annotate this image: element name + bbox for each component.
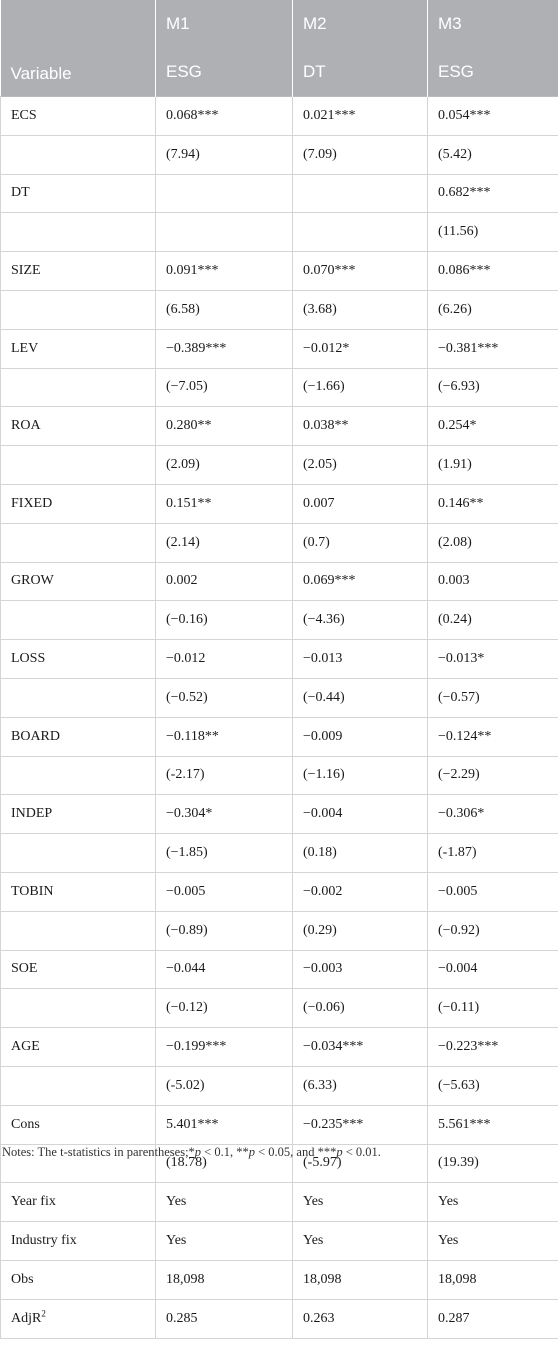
empty-cell [1, 446, 156, 485]
footer-value: Yes [156, 1183, 293, 1222]
footer-value: 0.285 [156, 1299, 293, 1338]
empty-cell [1, 678, 156, 717]
table-row [1, 911, 558, 950]
t-statistic-cell: (−5.63) [428, 1066, 558, 1105]
variable-name: FIXED [1, 484, 156, 523]
footer-value: 18,098 [156, 1260, 293, 1299]
table-row [1, 834, 558, 873]
header-dep-m1: ESG [156, 48, 293, 97]
table-note [2, 1145, 381, 1160]
table-row [1, 1028, 558, 1067]
table-row [1, 1183, 558, 1222]
t-statistic-cell: (−1.85) [156, 834, 293, 873]
t-statistic-cell: (19.39) [428, 1144, 558, 1183]
variable-name: ROA [1, 407, 156, 446]
t-statistic-cell [156, 213, 293, 252]
coefficient-cell: 0.091*** [156, 252, 293, 291]
coefficient-cell: 0.003 [428, 562, 558, 601]
coefficient-cell: −0.012* [293, 329, 428, 368]
variable-name: GROW [1, 562, 156, 601]
t-statistic-cell: (5.42) [428, 135, 558, 174]
table-row [1, 1066, 558, 1105]
header-variable: Variable [1, 0, 156, 97]
t-statistic-cell: (−6.93) [428, 368, 558, 407]
variable-name: Cons [1, 1105, 156, 1144]
table-row [1, 989, 558, 1028]
coefficient-cell: 0.038** [293, 407, 428, 446]
t-statistic-cell: (−0.92) [428, 911, 558, 950]
footer-label-text: AdjR [11, 1310, 42, 1326]
coefficient-cell: −0.306* [428, 795, 558, 834]
t-statistic-cell: (−0.44) [293, 678, 428, 717]
t-statistic-cell: (−0.06) [293, 989, 428, 1028]
table-row [1, 640, 558, 679]
empty-cell [1, 290, 156, 329]
table-row [1, 523, 558, 562]
note-p3: p [336, 1145, 343, 1159]
variable-name: ECS [1, 97, 156, 136]
footer-value: Yes [428, 1222, 558, 1261]
note-prefix: Notes: The t-statistics in parentheses;* [2, 1145, 195, 1159]
empty-cell [1, 523, 156, 562]
note-t1: < 0.1, ** [201, 1145, 249, 1159]
coefficient-cell: −0.013* [428, 640, 558, 679]
coefficient-cell: 0.069*** [293, 562, 428, 601]
note-p1: p [194, 1145, 202, 1159]
coefficient-cell: −0.199*** [156, 1028, 293, 1067]
table-row [1, 213, 558, 252]
t-statistic-cell: (−1.16) [293, 756, 428, 795]
footer-value: 18,098 [293, 1260, 428, 1299]
footer-value: Yes [293, 1183, 428, 1222]
coefficient-cell: 0.146** [428, 484, 558, 523]
empty-cell [1, 601, 156, 640]
coefficient-cell: 5.401*** [156, 1105, 293, 1144]
variable-name: SOE [1, 950, 156, 989]
header-model-m3: M3 [428, 0, 558, 48]
variable-name: DT [1, 174, 156, 213]
table-row [1, 135, 558, 174]
coefficient-cell: 0.070*** [293, 252, 428, 291]
t-statistic-cell: (0.7) [293, 523, 428, 562]
table-row [1, 950, 558, 989]
t-statistic-cell: (−2.29) [428, 756, 558, 795]
footer-value: Yes [293, 1222, 428, 1261]
table-row [1, 717, 558, 756]
t-statistic-cell: (7.94) [156, 135, 293, 174]
table-row [1, 252, 558, 291]
footer-label-text: Year fix [11, 1194, 56, 1210]
variable-name: SIZE [1, 252, 156, 291]
note-t3: < 0.01. [342, 1145, 381, 1159]
variable-name: AGE [1, 1028, 156, 1067]
table-row [1, 1260, 558, 1299]
coefficient-cell: 0.086*** [428, 252, 558, 291]
coefficient-cell: 0.151** [156, 484, 293, 523]
coefficient-cell: −0.124** [428, 717, 558, 756]
coefficient-cell: −0.005 [156, 872, 293, 911]
coefficient-cell: −0.381*** [428, 329, 558, 368]
t-statistic-cell: (-5.97) [293, 1144, 428, 1183]
variable-name: TOBIN [1, 872, 156, 911]
header-model-m2: M2 [293, 0, 428, 48]
t-statistic-cell: (2.08) [428, 523, 558, 562]
footer-value: 0.263 [293, 1299, 428, 1338]
table-row [1, 872, 558, 911]
coefficient-cell: −0.223*** [428, 1028, 558, 1067]
table-row [1, 795, 558, 834]
t-statistic-cell: (−0.16) [156, 601, 293, 640]
footer-label-superscript: 2 [41, 1307, 46, 1318]
t-statistic-cell: (−4.36) [293, 601, 428, 640]
coefficient-cell: −0.118** [156, 717, 293, 756]
variable-name: LOSS [1, 640, 156, 679]
coefficient-cell: −0.034*** [293, 1028, 428, 1067]
t-statistic-cell: (−0.12) [156, 989, 293, 1028]
coefficient-cell: −0.235*** [293, 1105, 428, 1144]
variable-name: INDEP [1, 795, 156, 834]
t-statistic-cell [293, 213, 428, 252]
coefficient-cell: −0.004 [293, 795, 428, 834]
table-row [1, 174, 558, 213]
footer-label [1, 1183, 156, 1222]
variable-name: BOARD [1, 717, 156, 756]
t-statistic-cell: (0.18) [293, 834, 428, 873]
t-statistic-cell: (−0.52) [156, 678, 293, 717]
t-statistic-cell: (-2.17) [156, 756, 293, 795]
footer-label [1, 1299, 156, 1338]
footer-label-text: Industry fix [11, 1233, 77, 1248]
table-row [1, 329, 558, 368]
t-statistic-cell: (0.24) [428, 601, 558, 640]
footer-label [1, 1222, 156, 1261]
footer-value: Yes [428, 1183, 558, 1222]
coefficient-cell: −0.004 [428, 950, 558, 989]
coefficient-cell: 0.068*** [156, 97, 293, 136]
empty-cell [1, 368, 156, 407]
coefficient-cell: −0.389*** [156, 329, 293, 368]
t-statistic-cell: (-5.02) [156, 1066, 293, 1105]
coefficient-cell: 0.007 [293, 484, 428, 523]
variable-name: LEV [1, 329, 156, 368]
coefficient-cell: −0.002 [293, 872, 428, 911]
t-statistic-cell: (−7.05) [156, 368, 293, 407]
t-statistic-cell: (6.33) [293, 1066, 428, 1105]
coefficient-cell: −0.009 [293, 717, 428, 756]
empty-cell [1, 1066, 156, 1105]
coefficient-cell: 0.054*** [428, 97, 558, 136]
header-dep-m2: DT [293, 48, 428, 97]
table-row [1, 1105, 558, 1144]
table-row [1, 678, 558, 717]
t-statistic-cell: (3.68) [293, 290, 428, 329]
coefficient-cell: 0.002 [156, 562, 293, 601]
t-statistic-cell: (7.09) [293, 135, 428, 174]
t-statistic-cell: (-1.87) [428, 834, 558, 873]
footer-label-text: Obs [11, 1271, 34, 1287]
t-statistic-cell: (6.26) [428, 290, 558, 329]
t-statistic-cell: (6.58) [156, 290, 293, 329]
empty-cell [1, 834, 156, 873]
t-statistic-cell: (−1.66) [293, 368, 428, 407]
coefficient-cell: −0.044 [156, 950, 293, 989]
header-row-models [1, 0, 558, 48]
t-statistic-cell: (11.56) [428, 213, 558, 252]
note-t2: < 0.05, and *** [254, 1145, 337, 1159]
empty-cell [1, 213, 156, 252]
coefficient-cell: −0.012 [156, 640, 293, 679]
header-model-m1: M1 [156, 0, 293, 48]
coefficient-cell: 0.682*** [428, 174, 558, 213]
coefficient-cell: 0.280** [156, 407, 293, 446]
coefficient-cell: −0.003 [293, 950, 428, 989]
t-statistic-cell: (−0.89) [156, 911, 293, 950]
empty-cell [1, 911, 156, 950]
empty-cell [1, 756, 156, 795]
table-row [1, 407, 558, 446]
empty-cell [1, 135, 156, 174]
t-statistic-cell: (−0.11) [428, 989, 558, 1028]
table-row [1, 756, 558, 795]
table-row [1, 562, 558, 601]
t-statistic-cell: (18.78) [156, 1144, 293, 1183]
table-row [1, 446, 558, 485]
t-statistic-cell: (2.09) [156, 446, 293, 485]
empty-cell [1, 989, 156, 1028]
coefficient-cell: −0.304* [156, 795, 293, 834]
coefficient-cell: 0.021*** [293, 97, 428, 136]
footer-value: 18,098 [428, 1260, 558, 1299]
t-statistic-cell: (2.14) [156, 523, 293, 562]
coefficient-cell [156, 174, 293, 213]
table-row [1, 601, 558, 640]
table-header [1, 0, 558, 97]
table-row [1, 290, 558, 329]
table-row [1, 97, 558, 136]
coefficient-cell: 5.561*** [428, 1105, 558, 1144]
coefficient-cell: 0.254* [428, 407, 558, 446]
coefficient-cell: −0.013 [293, 640, 428, 679]
note-p2: p [248, 1145, 255, 1159]
footer-value: Yes [156, 1222, 293, 1261]
table-row [1, 1222, 558, 1261]
table-row [1, 484, 558, 523]
footer-label [1, 1260, 156, 1299]
t-statistic-cell: (0.29) [293, 911, 428, 950]
t-statistic-cell: (2.05) [293, 446, 428, 485]
footer-value: 0.287 [428, 1299, 558, 1338]
t-statistic-cell: (−0.57) [428, 678, 558, 717]
header-dep-m3: ESG [428, 48, 558, 97]
table-row [1, 1299, 558, 1338]
t-statistic-cell: (1.91) [428, 446, 558, 485]
coefficient-cell [293, 174, 428, 213]
table-row [1, 368, 558, 407]
coefficient-cell: −0.005 [428, 872, 558, 911]
